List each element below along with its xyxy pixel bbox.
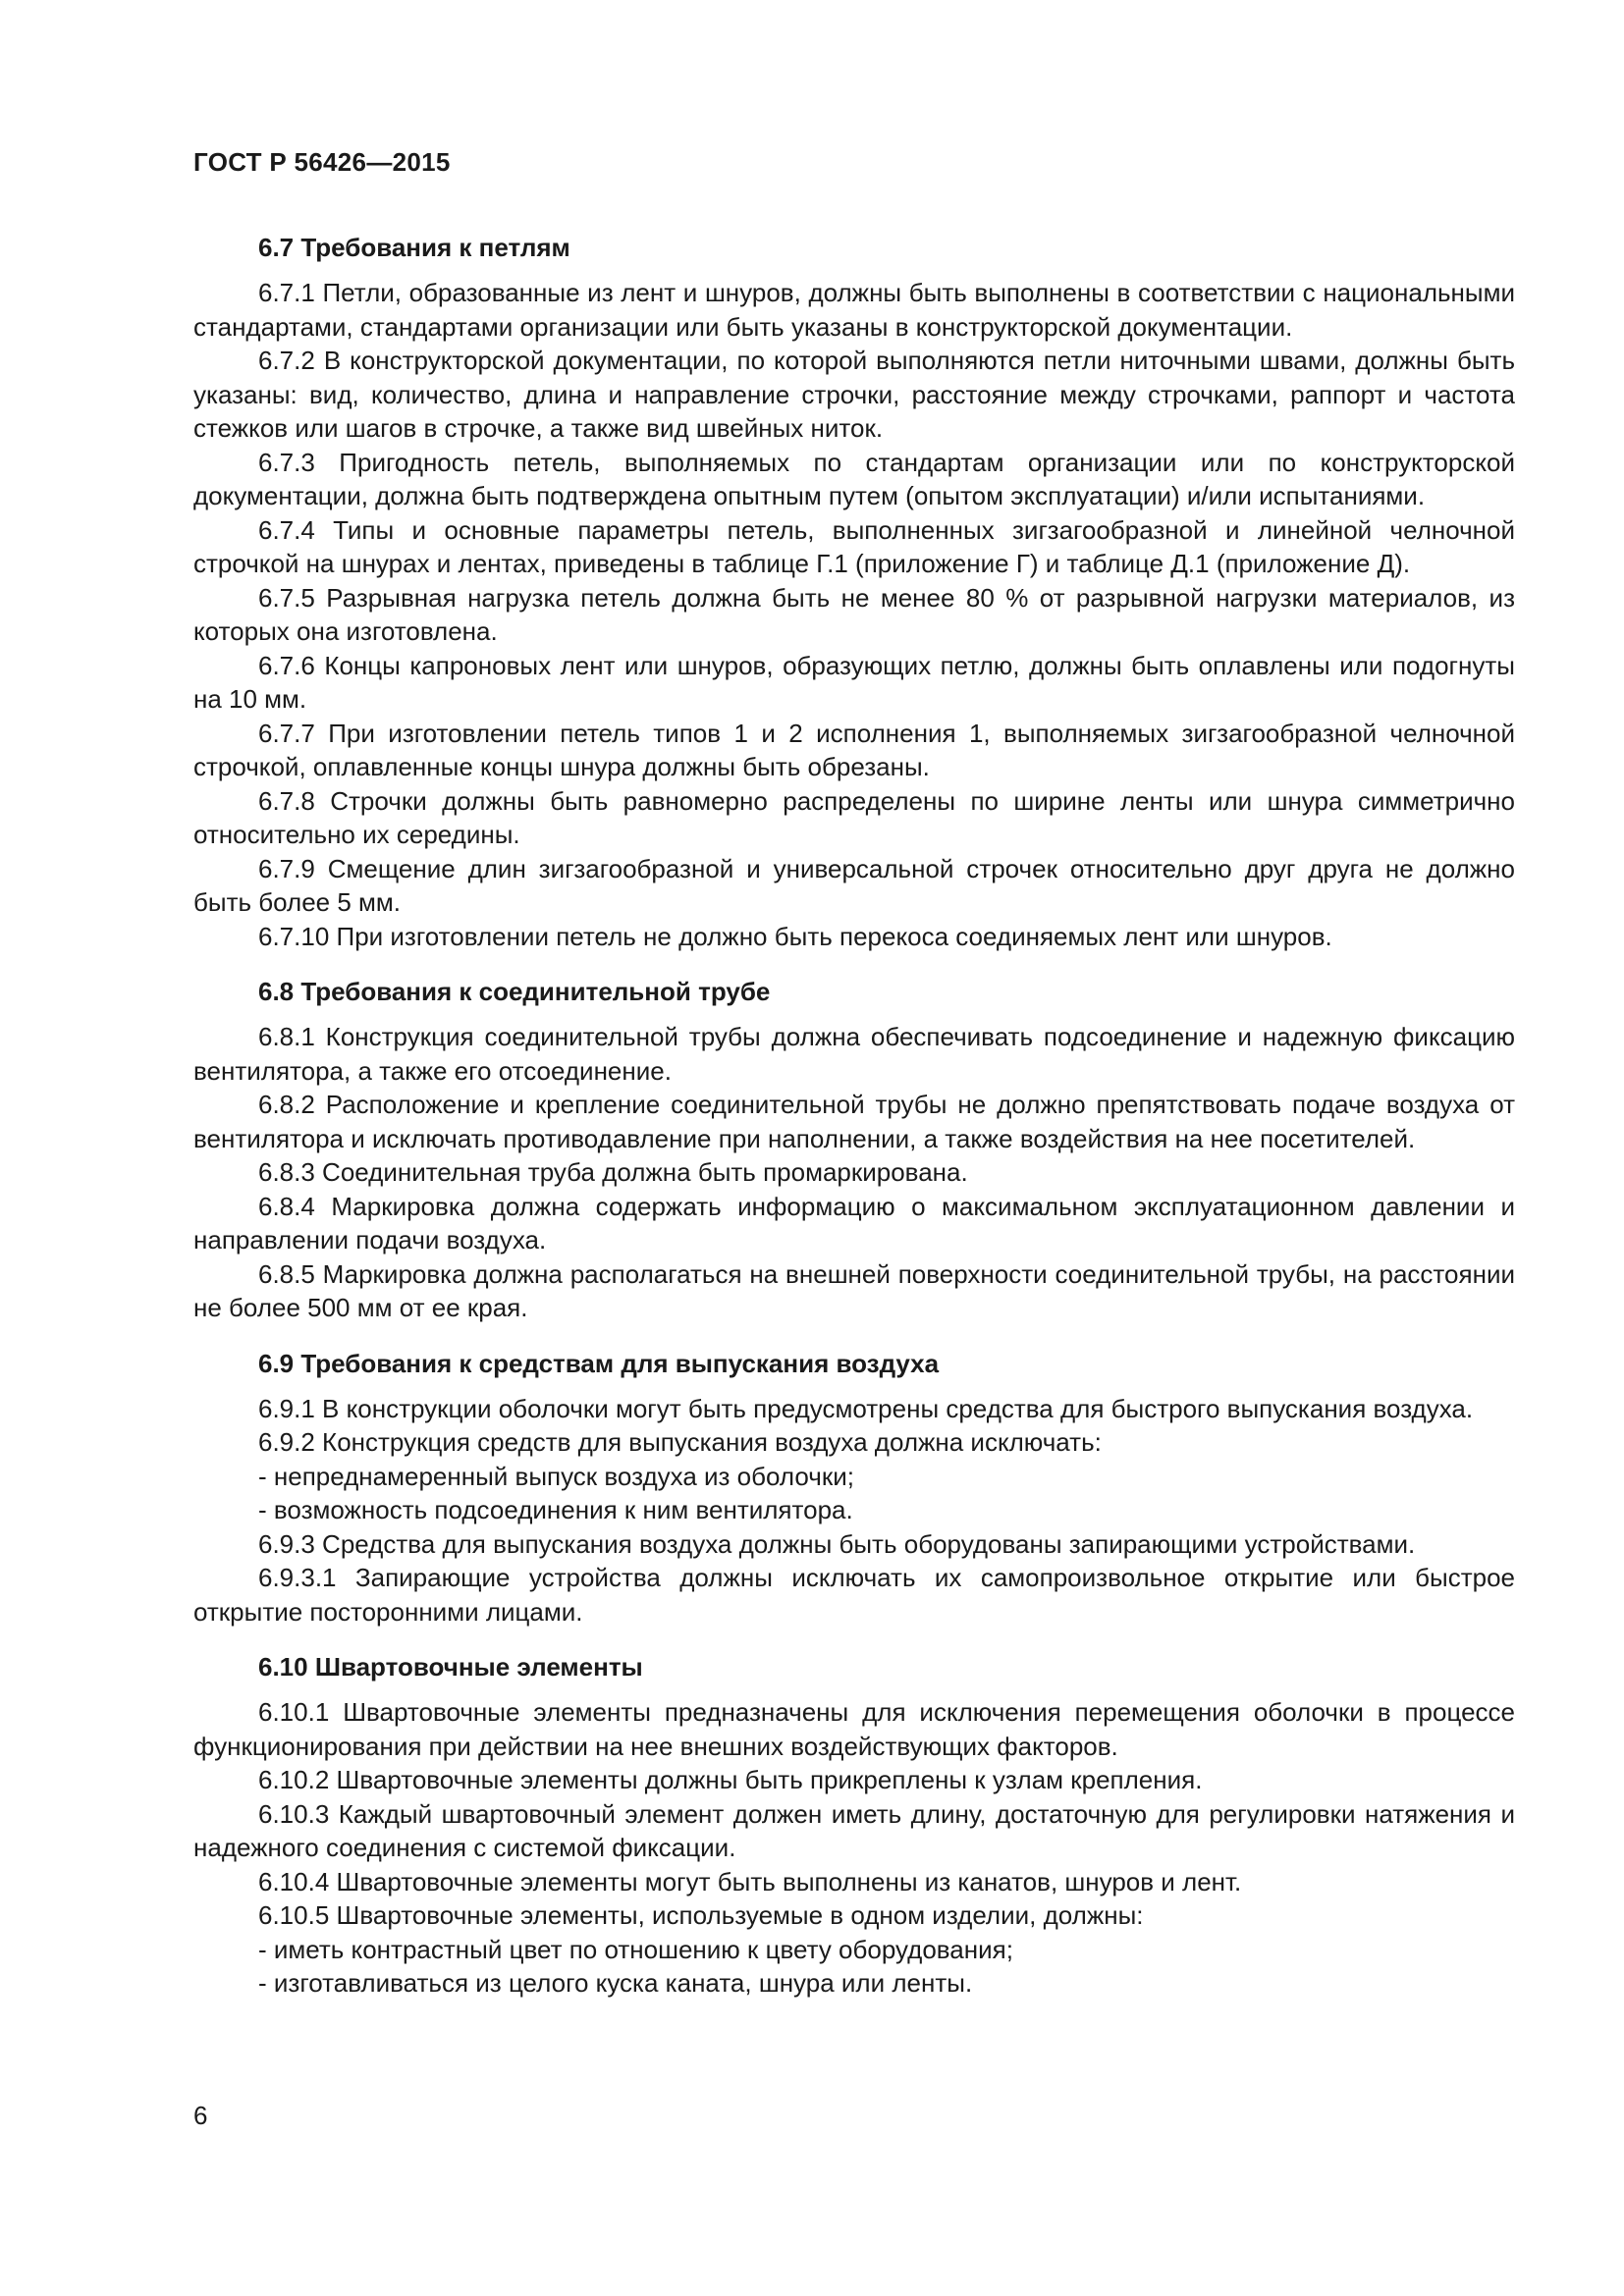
list-item: - изготавливаться из целого куска каната, шнура или ленты. xyxy=(258,1968,973,1998)
paragraph: 6.8.4 Маркировка должна содержать информацию о максимальном эксплуатационном давлении и направлении подачи воздуха. xyxy=(193,1191,1515,1255)
paragraph: 6.7.10 При изготовлении петель не должно быть перекоса соединяемых лент или шнуров. xyxy=(258,921,1332,951)
paragraph: 6.7.2 В конструкторской документации, по которой выполняются петли ниточными швами, должны быть указаны: вид, количество, длина и направление строчки, расстояние между строчками, раппорт и частота стежков или шагов в строчке, а также вид швейных ниток. xyxy=(193,346,1515,443)
paragraph: 6.9.3 Средства для выпускания воздуха должны быть оборудованы запирающими устройствами. xyxy=(258,1528,1416,1559)
section-title: 6.8 Требования к соединительной трубе xyxy=(258,977,771,1006)
paragraph: 6.7.5 Разрывная нагрузка петель должна быть не менее 80 % от разрывной нагрузки материалов, из которых она изготовлена. xyxy=(193,582,1515,646)
paragraph: 6.10.1 Швартовочные элементы предназначены для исключения перемещения оболочки в процессе функционирования при действии на нее внешних воздействующих факторов. xyxy=(193,1697,1515,1761)
paragraph: 6.8.5 Маркировка должна располагаться на внешней поверхности соединительной трубы, на расстоянии не более 500 мм от ее края. xyxy=(193,1258,1515,1322)
section-title: 6.7 Требования к петлям xyxy=(258,233,570,262)
paragraph: 6.8.2 Расположение и крепление соединительной трубы не должно препятствовать подаче воздуха от вентилятора и исключать противодавление при наполнении, а также воздействия на нее посетителей. xyxy=(193,1090,1515,1153)
paragraph: 6.8.3 Соединительная труба должна быть промаркирована. xyxy=(258,1157,968,1187)
paragraph: 6.7.8 Строчки должны быть равномерно распределены по ширине ленты или шнура симметрично относительно их середины. xyxy=(193,785,1515,849)
list-item: - иметь контрастный цвет по отношению к цвету оборудования; xyxy=(258,1934,1013,1964)
paragraph: 6.9.2 Конструкция средств для выпускания воздуха должна исключать: xyxy=(258,1427,1102,1457)
list-item: - возможность подсоединения к ним вентилятора. xyxy=(258,1495,853,1524)
paragraph: 6.7.1 Петли, образованные из лент и шнуров, должны быть выполнены в соответствии с национальными стандартами, стандартами организации или быть указаны в конструкторской документации. xyxy=(193,278,1515,342)
section-6-8 xyxy=(193,975,1515,1325)
section-6-10 xyxy=(193,1650,1515,2001)
section-6-7 xyxy=(193,231,1515,953)
paragraph: 6.9.1 В конструкции оболочки могут быть предусмотрены средства для быстрого выпускания воздуха. xyxy=(258,1393,1474,1423)
paragraph: 6.9.3.1 Запирающие устройства должны исключать их самопроизвольное открытие или быстрое открытие посторонними лицами. xyxy=(193,1563,1515,1627)
paragraph: 6.10.3 Каждый швартовочный элемент должен иметь длину, достаточную для регулировки натяжения и надежного соединения с системой фиксации. xyxy=(193,1798,1515,1862)
section-title: 6.10 Швартовочные элементы xyxy=(258,1652,643,1682)
paragraph: 6.10.4 Швартовочные элементы могут быть выполнены из канатов, шнуров и лент. xyxy=(258,1866,1242,1896)
document-header: ГОСТ Р 56426—2015 xyxy=(193,147,451,177)
page-number: 6 xyxy=(193,2101,208,2130)
section-title: 6.9 Требования к средствам для выпускания воздуха xyxy=(258,1348,940,1378)
paragraph: 6.7.4 Типы и основные параметры петель, выполненных зигзагообразной и линейной челночной строчкой на шнурах и лентах, приведены в таблице Г.1 (приложение Г) и таблице Д.1 (приложение Д). xyxy=(193,514,1515,578)
paragraph: 6.7.9 Смещение длин зигзагообразной и универсальной строчек относительно друг друга не должно быть более 5 мм. xyxy=(193,853,1515,917)
paragraph: 6.7.7 При изготовлении петель типов 1 и 2 исполнения 1, выполняемых зигзагообразной челночной строчкой, оплавленные концы шнура должны быть обрезаны. xyxy=(193,718,1515,781)
paragraph: 6.10.2 Швартовочные элементы должны быть прикреплены к узлам крепления. xyxy=(258,1765,1203,1794)
paragraph: 6.7.3 Пригодность петель, выполняемых по стандартам организации или по конструкторской документации, должна быть подтверждена опытным путем (опытом эксплуатации) и/или испытаниями. xyxy=(193,447,1515,510)
section-6-9 xyxy=(193,1347,1515,1629)
paragraph: 6.7.6 Концы капроновых лент или шнуров, образующих петлю, должны быть оплавлены или подогнуты на 10 мм. xyxy=(193,650,1515,714)
paragraph: 6.8.1 Конструкция соединительной трубы должна обеспечивать подсоединение и надежную фиксацию вентилятора, а также его отсоединение. xyxy=(193,1022,1515,1086)
document-page xyxy=(193,147,1515,2022)
list-item: - непреднамеренный выпуск воздуха из оболочки; xyxy=(258,1461,854,1491)
paragraph: 6.10.5 Швартовочные элементы, используемые в одном изделии, должны: xyxy=(258,1900,1144,1930)
